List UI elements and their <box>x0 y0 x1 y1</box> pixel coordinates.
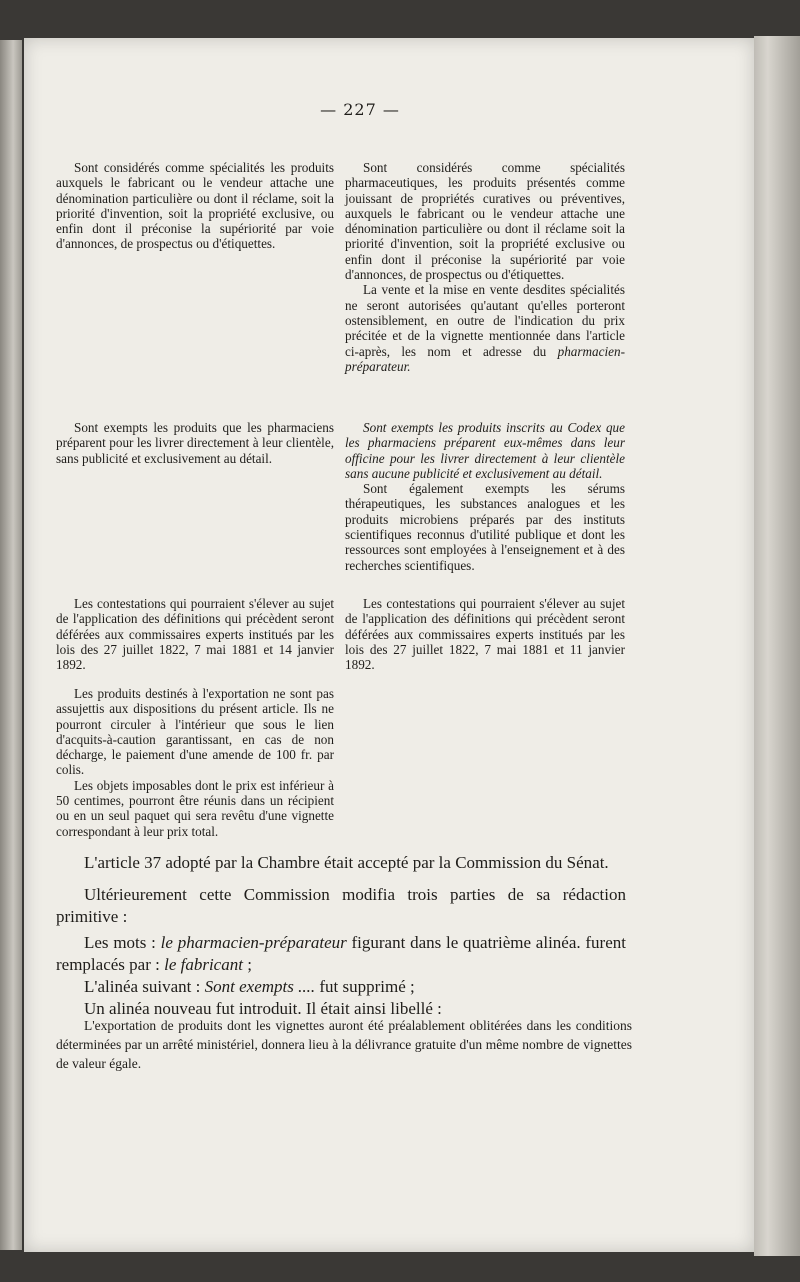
left-para-1-text: Sont considérés comme spécialités les produits auxquels le fabricant ou le vendeur attache une dénomination particulière ou dont il réclame, soit la priorité d'invention, soit la propriété exclusive, ou enfin dont il préconise la supériorité par voie d'annonces, de prospectus ou d'étiquettes. <box>56 160 334 252</box>
left-col-para-1 <box>56 160 334 252</box>
left-para-5-text: Les objets imposables dont le prix est inférieur à 50 centimes, pourront être réunis dans un récipient ou en un seul paquet qui sera revêtu d'une vignette correspondant à leur prix total. <box>56 777 334 839</box>
right-para-5-text: Les contestations qui pourraient s'élever au sujet de l'application des définitions qui précèdent seront déférées aux commissaires experts institués par les lois des 27 juillet 1822, 7 mai 1881 et 11 janvier 1892. <box>345 596 625 673</box>
right-para-4-text: Sont également exempts les sérums thérapeutiques, les substances analogues et les produits microbiens préparés par des instituts scientifiques reconnus d'utilité publique et dont les ressources sont employées à l'enseignement et à des recherches scientifiques. <box>345 481 625 573</box>
body-line-3-b: figurant dans le quatrième alinéa. furent remplacés par : <box>56 933 626 974</box>
right-para-3-text: Sont exempts les produits inscrits au Codex que les pharmaciens préparent eux-mêmes dans leur officine pour les livrer directement à leur clientèle sans aucune publicité et exclusivement au détail. <box>345 420 625 481</box>
body-line-3-italic-2: le fabricant <box>164 955 243 974</box>
right-page-edge <box>754 36 800 1256</box>
left-page-edge <box>0 40 22 1250</box>
body-line-4-b: fut supprimé ; <box>315 977 415 996</box>
body-line-5: Un alinéa nouveau fut introduit. Il était ainsi libellé : <box>84 999 442 1018</box>
left-para-4-text: Les produits destinés à l'exportation ne sont pas assujettis aux dispositions du présent article. Ils ne pourront circuler à l'intérieur que sous le lien d'acquits-à-caution garantissant, en cas de non décharge, le paiement d'une amende de 100 fr. par colis. <box>56 686 334 778</box>
left-para-3-text: Les contestations qui pourraient s'élever au sujet de l'application des définitions qui précèdent seront déférées aux commissaires experts institués par les lois des 27 juillet 1822, 7 mai 1881 et 14 janvier 1892. <box>56 596 334 673</box>
left-col-para-3 <box>56 596 334 672</box>
body-line-3-c: ; <box>242 955 252 974</box>
left-col-para-2 <box>56 420 334 466</box>
body-text <box>56 852 626 1020</box>
right-para-2-body: La vente et la mise en vente desdites spécialités ne seront autorisées qu'autant qu'elles porteront ostensiblement, en outre de l'indication du prix précitée et de la vignette mentionnée dans l'article ci-après, les nom et adresse du <box>345 282 625 359</box>
body-line-3 <box>56 932 626 976</box>
body-line-3-a: Les mots : <box>84 933 161 952</box>
body-line-1: L'article 37 adopté par la Chambre était accepté par la Commission du Sénat. <box>84 853 609 872</box>
body-line-4 <box>56 976 626 998</box>
right-para-2-italic: pharmacien-préparateur. <box>345 343 625 374</box>
right-col-para-3 <box>345 420 625 573</box>
body-line-4-a: L'alinéa suivant : <box>84 977 205 996</box>
left-col-para-4 <box>56 686 334 839</box>
body-line-2: Ultérieurement cette Commission modifia trois parties de sa rédaction primitive : <box>56 885 626 926</box>
body-line-3-italic: le pharmacien-préparateur <box>160 933 347 952</box>
right-para-2-text <box>345 282 625 374</box>
right-para-1-text: Sont considérés comme spécialités pharmaceutiques, les produits présentés comme jouissant de propriétés curatives ou préventives, auxquels le fabricant ou le vendeur attache une dénomination particulière ou dont il réclame soit la priorité d'invention, soit la propriété exclusive ou enfin dont il préconise la supériorité par voie d'annonces, de prospectus ou d'étiquettes. <box>345 160 625 283</box>
body-line-4-italic: Sont exempts .... <box>204 977 316 996</box>
right-col-para-1 <box>345 160 625 374</box>
page-number: — 227 — <box>320 100 400 119</box>
left-para-2-text: Sont exempts les produits que les pharmaciens préparent pour les livrer directement à leur clientèle, sans publicité et exclusivement au détail. <box>56 420 334 466</box>
quote-text: L'exportation de produits dont les vignettes auront été préalablement oblitérées dans les conditions déterminées par un arrêté ministériel, donnera lieu à la délivrance gratuite d'un même nombre de vignettes de valeur égale. <box>56 1018 632 1071</box>
right-col-para-5 <box>345 596 625 672</box>
quoted-paragraph <box>56 1016 632 1073</box>
